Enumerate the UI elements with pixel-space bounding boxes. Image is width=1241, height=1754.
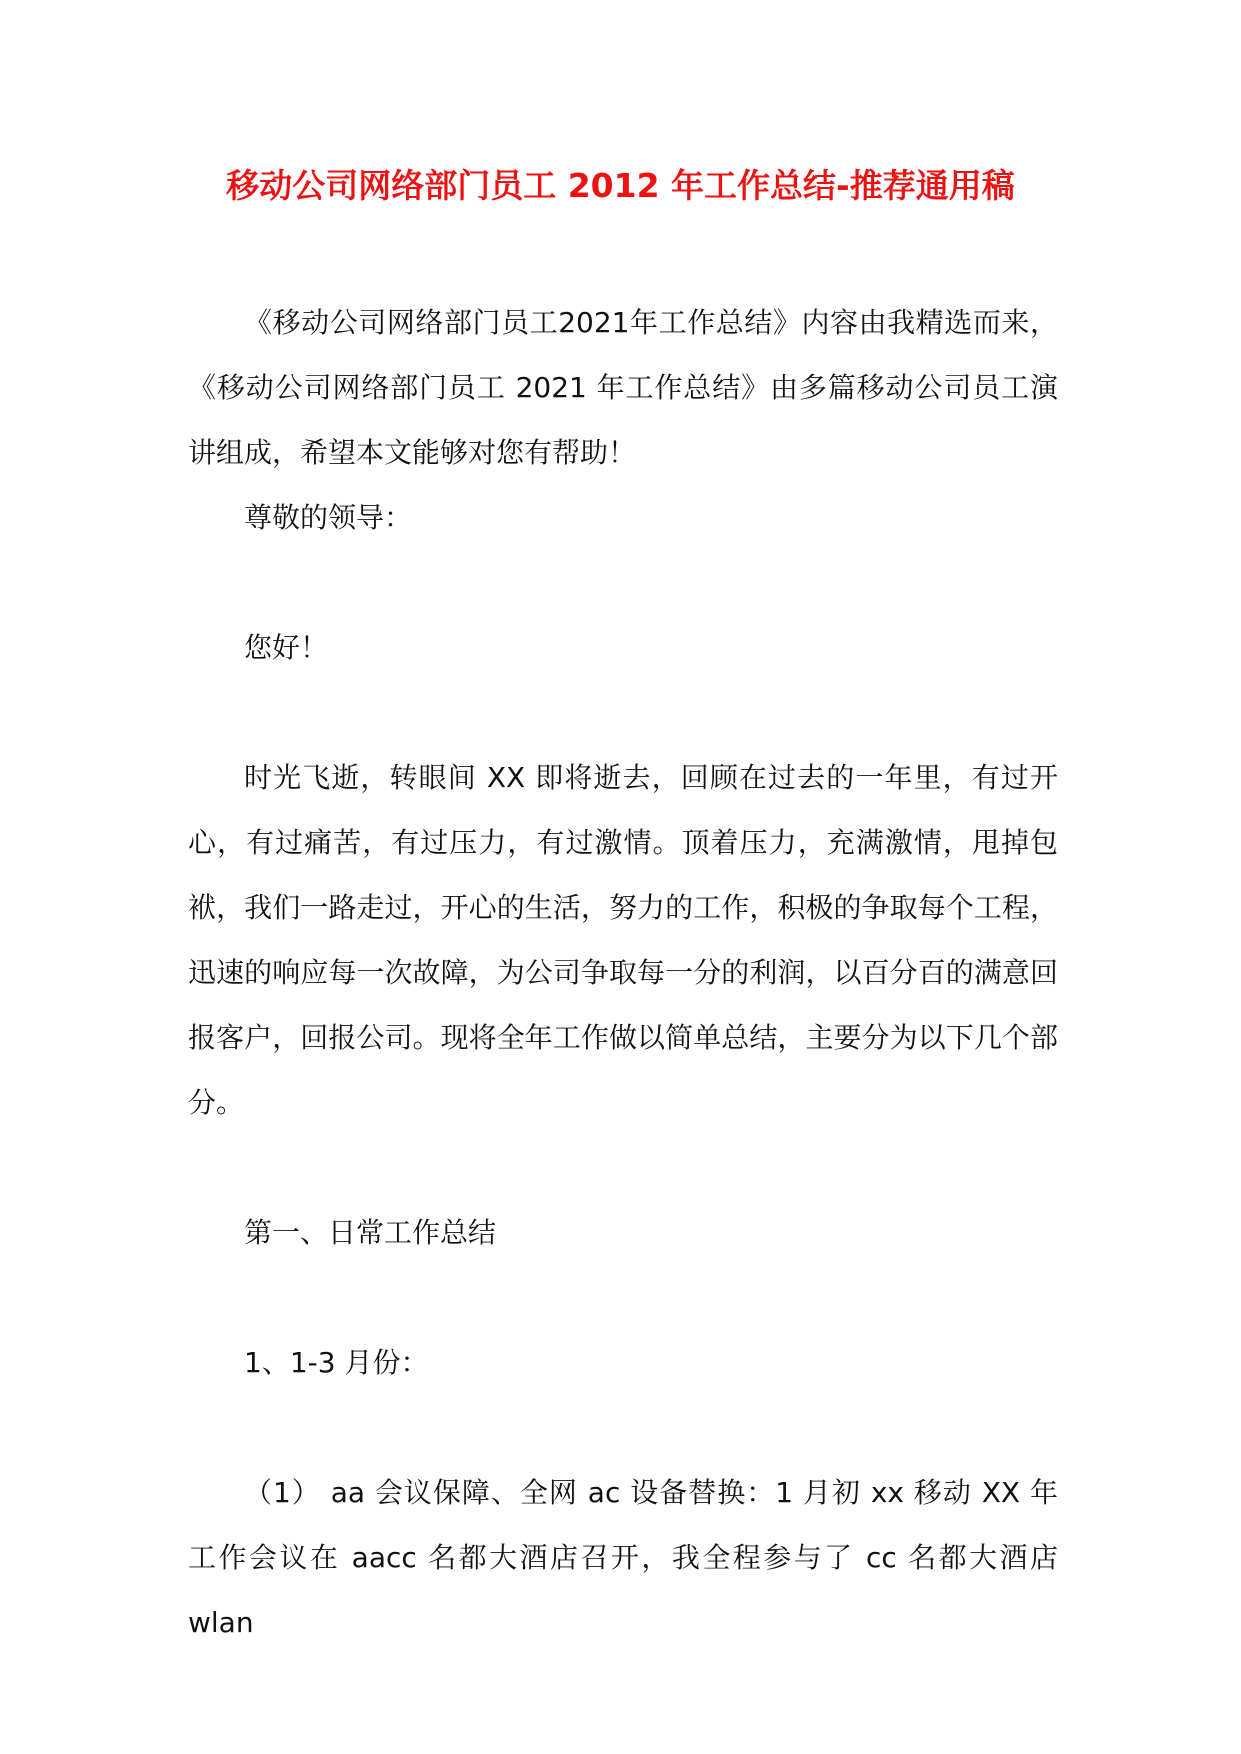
salutation: 尊敬的领导： <box>244 501 413 534</box>
intro-paragraph: 《移动公司网络部门员工2021年工作总结》内容由我精选而来，《移动公司网络部门员工 2021 年工作总结》由多篇移动公司员工演讲组成，希望本文能够对您有帮助！ <box>188 306 1058 469</box>
blank-line <box>188 680 1058 745</box>
blank-line <box>188 1265 1058 1330</box>
section-heading: 第一、日常工作总结 <box>244 1216 497 1249</box>
body-paragraph: 时光飞逝，转眼间 XX 即将逝去，回顾在过去的一年里，有过开心，有过痛苦，有过压力，有过激情。顶着压力，充满激情，甩掉包袱，我们一路走过，开心的生活，努力的工作，积极的争取每个工程，迅速的响应每一次故障，为公司争取每一分的利润，以百分百的满意回报客户，回报公司。现将全年工作做以简单总结，主要分为以下几个部分。 <box>188 761 1058 1119</box>
subsection-heading: 1、1-3 月份： <box>244 1346 429 1379</box>
document-title: 移动公司网络部门员工 2012 年工作总结-推荐通用稿 <box>226 166 1015 205</box>
blank-line <box>188 550 1058 615</box>
blank-line <box>188 1135 1058 1200</box>
greeting: 您好！ <box>244 631 329 664</box>
document-body <box>188 290 1058 1655</box>
list-item: （1） aa 会议保障、全网 ac 设备替换：1 月初 xx 移动 XX 年工作会议在 aacc 名都大酒店召开，我全程参与了 cc 名都大酒店 wlan <box>188 1476 1058 1639</box>
blank-line <box>188 1395 1058 1460</box>
